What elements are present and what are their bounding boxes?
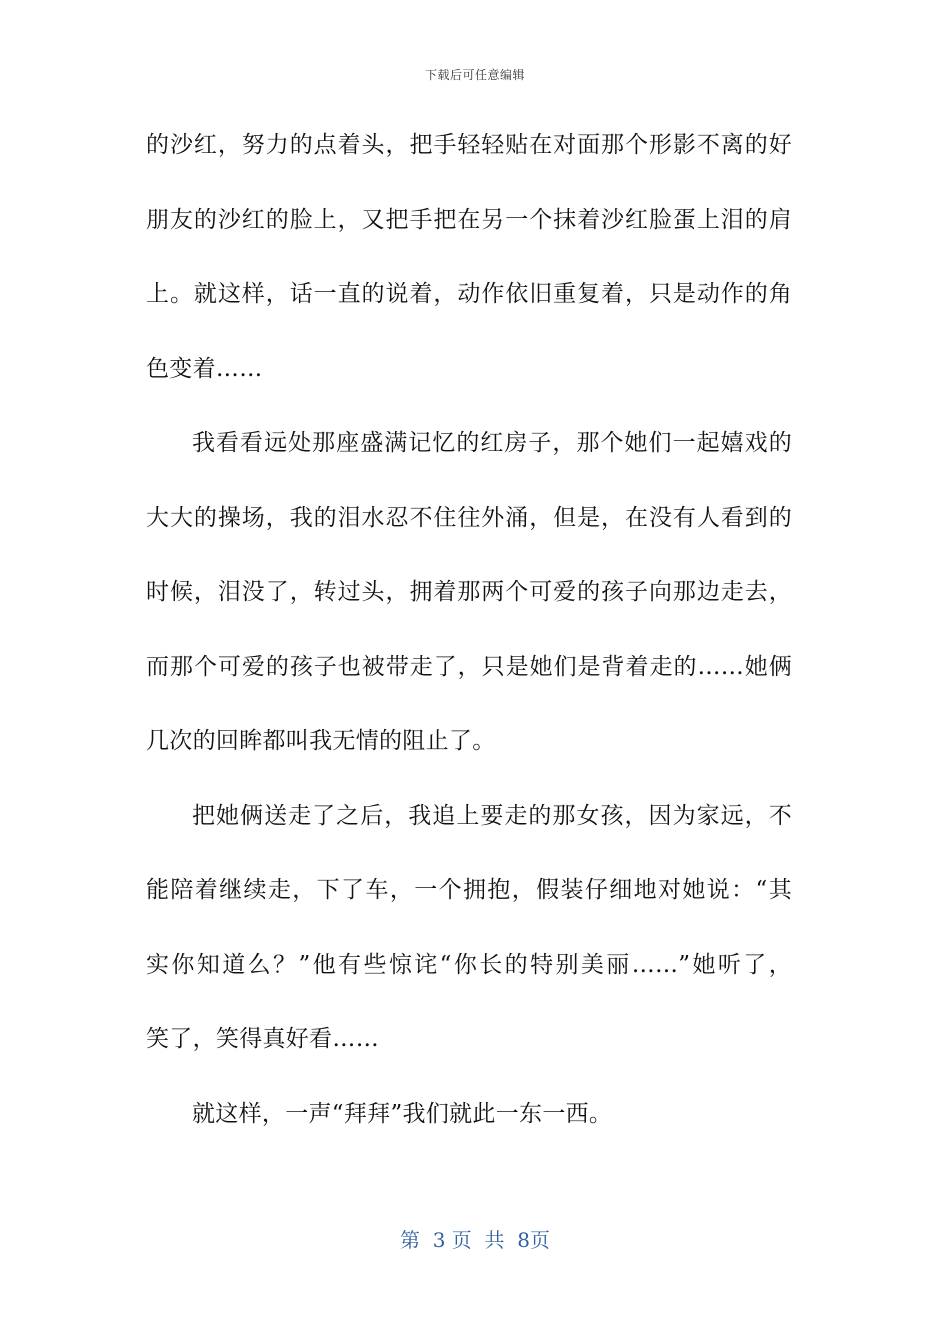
header-note: 下载后可任意编辑 — [424, 68, 525, 82]
document-body — [146, 122, 792, 1165]
text-line: 的沙红，努力的点着头，把手轻轻贴在对面那个形影不离的好 — [146, 132, 792, 158]
text-line: 几次的回眸都叫我无情的阻止了。 — [146, 728, 496, 754]
text-line: 能陪着继续走，下了车，一个拥抱，假装仔细地对她说：“其 — [146, 877, 792, 903]
text-line: 我看看远处那座盛满记忆的红房子，那个她们一起嬉戏的 — [192, 430, 792, 456]
text-line: 把她俩送走了之后，我追上要走的那女孩，因为家远，不 — [192, 802, 792, 829]
text-line: 大大的操场，我的泪水忍不住往外涌，但是，在没有人看到的 — [146, 504, 792, 531]
page-number: 第 3 页 共 8页 — [400, 1228, 550, 1252]
text-line: 上。就这样，话一直的说着，动作依旧重复着，只是动作的角 — [146, 281, 792, 307]
text-line: 就这样，一声“拜拜”我们就此一东一西。 — [192, 1100, 613, 1127]
text-line: 朋友的沙红的脸上，又把手把在另一个抹着沙红脸蛋上泪的肩 — [146, 206, 792, 233]
text-line: 而那个可爱的孩子也被带走了，只是她们是背着走的……她俩 — [146, 653, 792, 680]
text-line: 笑了，笑得真好看…… — [146, 1026, 379, 1052]
text-line: 色变着…… — [146, 355, 263, 382]
text-line: 时候，泪没了，转过头，拥着那两个可爱的孩子向那边走去， — [146, 579, 792, 605]
text-line: 实你知道么？”他有些惊诧“你长的特别美丽……”她听了， — [146, 951, 792, 978]
